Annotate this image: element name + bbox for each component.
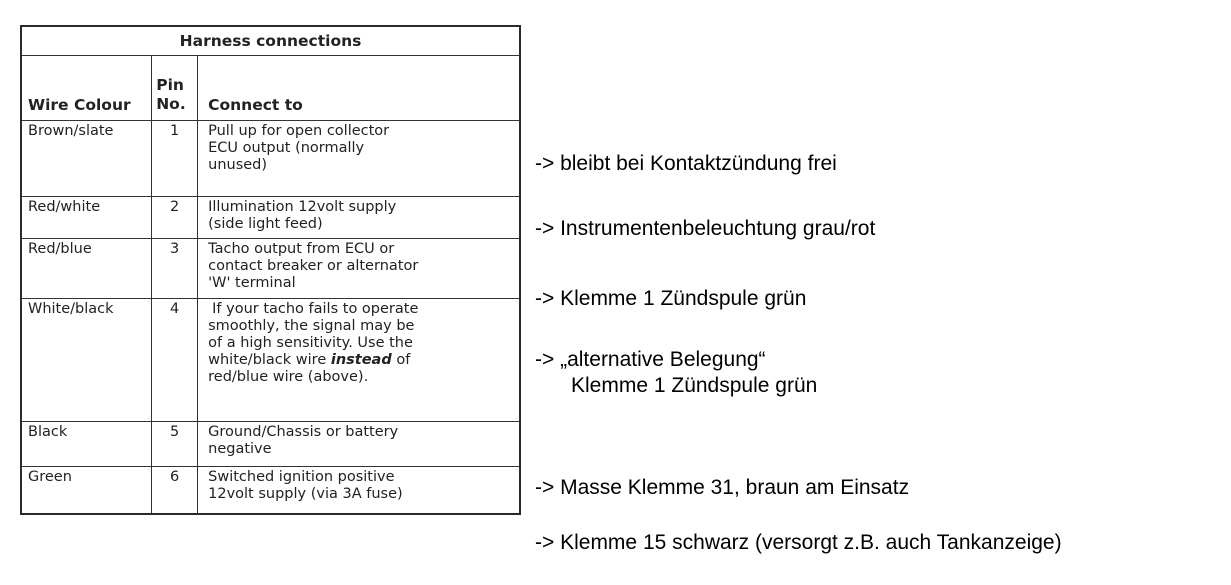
header-pin-line2: No. [156,95,186,113]
note-pin-3: -> Klemme 1 Zündspule grün [535,287,807,310]
connect-line: Switched ignition positive [208,469,395,485]
connect-line: Pull up for open collector [208,123,390,139]
pin-cell: 2 [152,197,198,239]
connect-line: white/black wire [208,352,327,368]
table-title: Harness connections [21,26,520,56]
connect-to-cell [198,299,520,422]
connect-line: unused) [208,157,268,173]
pin-cell: 3 [152,239,198,299]
harness-connections-table [20,25,521,515]
connect-line: contact breaker or alternator [208,258,419,274]
header-wire-colour: Wire Colour [21,56,152,121]
wire-colour-cell: Brown/slate [21,121,152,197]
note-pin-4-line1: -> „alternative Belegung“ [535,348,766,371]
table-row [21,422,520,467]
table-row [21,239,520,299]
connect-line: Ground/Chassis or battery [208,424,399,440]
note-pin-5: -> Masse Klemme 31, braun am Einsatz [535,476,910,499]
header-connect-to: Connect to [198,56,520,121]
connect-line: smoothly, the signal may be [208,318,415,334]
note-pin-2: -> Instrumentenbeleuchtung grau/rot [535,217,876,240]
connect-line: negative [208,441,272,457]
pin-cell: 1 [152,121,198,197]
note-pin-1: -> bleibt bei Kontaktzündung frei [535,152,837,175]
connect-emphasis: instead [330,352,392,368]
wire-colour-cell: Red/white [21,197,152,239]
wire-colour-cell: Red/blue [21,239,152,299]
connect-to-cell [198,467,520,515]
note-pin-4-line2: Klemme 1 Zündspule grün [571,374,818,397]
table-row [21,299,520,422]
connect-line: of a high sensitivity. Use the [208,335,413,351]
connect-line: If your tacho fails to operate [212,301,419,317]
connect-line: Illumination 12volt supply [208,199,397,215]
connect-to-cell [198,197,520,239]
header-pin-line1: Pin [156,76,184,94]
pin-cell: 4 [152,299,198,422]
header-pin-no [152,56,198,121]
connect-line: red/blue wire (above). [208,369,369,385]
note-pin-6: -> Klemme 15 schwarz (versorgt z.B. auch Tankanzeige) [535,531,1062,554]
connect-line: 12volt supply (via 3A fuse) [208,486,403,502]
pin-cell: 6 [152,467,198,515]
table-row [21,197,520,239]
connect-to-cell [198,121,520,197]
table-row [21,467,520,515]
connect-to-cell [198,422,520,467]
connect-line: ECU output (normally [208,140,365,156]
connect-line: 'W' terminal [208,275,296,291]
table-row [21,121,520,197]
connect-to-cell [198,239,520,299]
connect-line: of [396,352,411,368]
connect-line: (side light feed) [208,216,323,232]
wire-colour-cell: Green [21,467,152,515]
wire-colour-cell: White/black [21,299,152,422]
connect-line: Tacho output from ECU or [208,241,395,257]
pin-cell: 5 [152,422,198,467]
wire-colour-cell: Black [21,422,152,467]
note-pin-4 [535,347,817,399]
